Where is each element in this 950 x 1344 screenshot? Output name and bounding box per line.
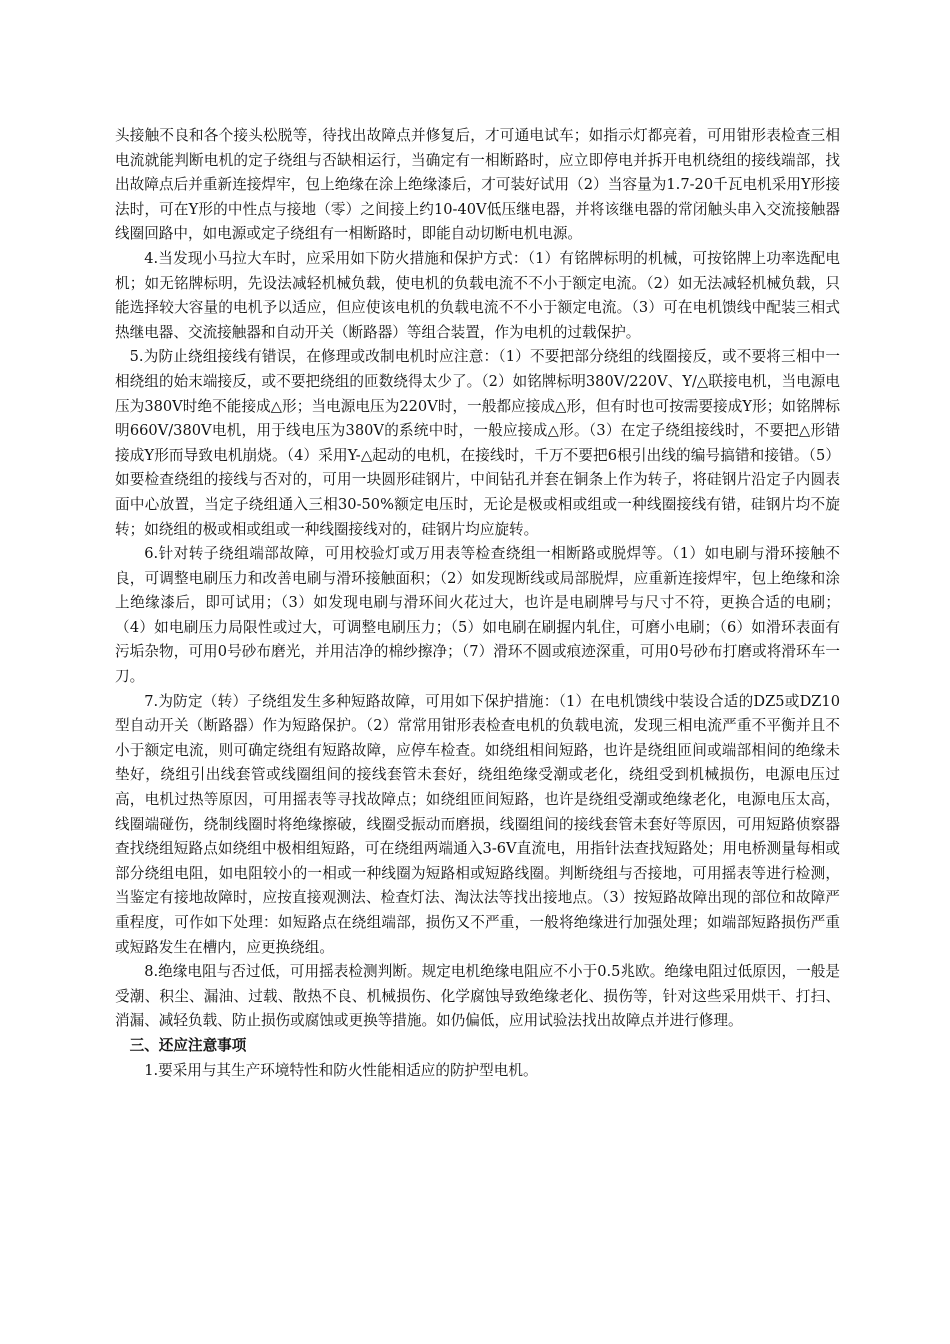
- paragraph-item-7: 7.为防定（转）子绕组发生多种短路故障，可用如下保护措施：（1）在电机馈线中装设合适的DZ5或DZ10型自动开关（断路器）作为短路保护。（2）常常用钳形表检查电机的负载电流，发现三相电流严重不平衡并且不小于额定电流，则可确定绕组有短路故障，应停车检查。如绕组相间短路，也许是绕组匝间或端部相间的绝缘未垫好，绕组引出线套管或线圈组间的接线套管未套好，绕组绝缘受潮或老化，绕组受到机械损伤，电源电压过高，电机过热等原因，可用摇表等寻找故障点；如绕组匝间短路，也许是绕组受潮或绝缘老化，电源电压太高，线圈端碰伤，绕制线圈时将绝缘擦破，线圈受振动而磨损，线圈组间的接线套管未套好等原因，可用短路侦察器查找绕组短路点如绕组中极相组短路，可在绕组两端通入3-6V直流电，用指针法查找短路处；用电桥测量每相或部分绕组电阻，如电阻较小的一相或一种线圈为短路相或短路线圈。判断绕组与否接地，可用摇表等进行检测，当鉴定有接地故障时，应按直接观测法、检查灯法、淘汰法等找出接地点。（3）按短路故障出现的部位和故障严重程度，可作如下处理：如短路点在绕组端部，损伤又不严重，一般将绝缘进行加强处理；如端部短路损伤严重或短路发生在槽内，应更换绕组。: [115, 692, 840, 956]
- section-heading: 三、还应注意事项: [129, 1036, 247, 1054]
- paragraph-item-4: 4.当发现小马拉大车时，应采用如下防火措施和保护方式：（1）有铭牌标明的机械，可按铭牌上功率选配电机；如无铭牌标明，先设法减轻机械负载，使电机的负载电流不不小于额定电流。（2）如无法减轻机械负载，只能选择较大容量的电机予以适应，但应使该电机的负载电流不不小于额定电流。（3）可在电机馈线中配装三相式热继电器、交流接触器和自动开关（断路器）等组合装置，作为电机的过载保护。: [115, 249, 840, 341]
- paragraph-note-1: 1.要采用与其生产环境特性和防火性能相适应的防护型电机。: [144, 1061, 538, 1079]
- paragraph-item-8: 8.绝缘电阻与否过低，可用摇表检测判断。规定电机绝缘电阻应不小于0.5兆欧。绝缘电阻过低原因，一般是受潮、积尘、漏油、过载、散热不良、机械损伤、化学腐蚀导致绝缘老化、损伤等，针对这些采用烘干、打扫、消漏、减轻负载、防止损伤或腐蚀或更换等措施。如仍偏低，应用试验法找出故障点并进行修理。: [115, 963, 840, 1030]
- paragraph-continuation: 头接触不良和各个接头松脱等，待找出故障点并修复后，才可通电试车；如指示灯都亮着，可用钳形表检查三相电流就能判断电机的定子绕组与否缺相运行，当确定有一相断路时，应立即停电并拆开电机绕组的接线端部，找出故障点后并重新连接焊牢，包上绝缘在涂上绝缘漆后，才可装好试用（2）当容量为1.7-20千瓦电机采用Y形接法时，可在Y形的中性点与接地（零）之间接上约10-40V低压继电器，并将该继电器的常闭触头串入交流接触器线圈回路中，如电源或定子绕组有一相断路时，即能自动切断电机电源。: [115, 127, 840, 243]
- paragraph-item-5: 5.为防止绕组接线有错误，在修理或改制电机时应注意：（1）不要把部分绕组的线圈接反，或不要将三相中一相绕组的始末端接反，或不要把绕组的匝数绕得太少了。（2）如铭牌标明380V/220V、Y/△联接电机，当电源电压为380V时绝不能接成△形；当电源电压为220V时，一般都应接成△形，但有时也可按需要接成Y形；如铭牌标明660V/380V电机，用于线电压为380V的系统中时，一般应接成△形。（3）在定子绕组接线时，不要把△形错接成Y形而导致电机崩烧。（4）采用Y-△起动的电机，在接线时，千万不要把6根引出线的编号搞错和接错。（5）如要检查绕组的接线与否对的，可用一块圆形硅钢片，中间钻孔并套在铜条上作为转子，将硅钢片沿定子内圆表面中心放置，当定子绕组通入三相30-50%额定电压时，无论是极或相或组或一种线圈接线有错，硅钢片均不旋转；如绕组的极或相或组或一种线圈接线对的，硅钢片均应旋转。: [115, 348, 840, 538]
- document-body: [115, 124, 840, 1083]
- paragraph-item-6: 6.针对转子绕组端部故障，可用校验灯或万用表等检查绕组一相断路或脱焊等。（1）如电刷与滑环接触不良，可调整电刷压力和改善电刷与滑环接触面积；（2）如发现断线或局部脱焊，应重新连接焊牢，包上绝缘和涂上绝缘漆后，即可试用；（3）如发现电刷与滑环间火花过大，也许是电刷牌号与尺寸不符，更换合适的电刷；（4）如电刷压力局限性或过大，可调整电刷压力；（5）如电刷在刷握内轧住，可磨小电刷；（6）如滑环表面有污垢杂物，可用0号砂布磨光，并用洁净的棉纱擦净；（7）滑环不圆或痕迹深重，可用0号砂布打磨或将滑环车一刀。: [115, 545, 840, 686]
